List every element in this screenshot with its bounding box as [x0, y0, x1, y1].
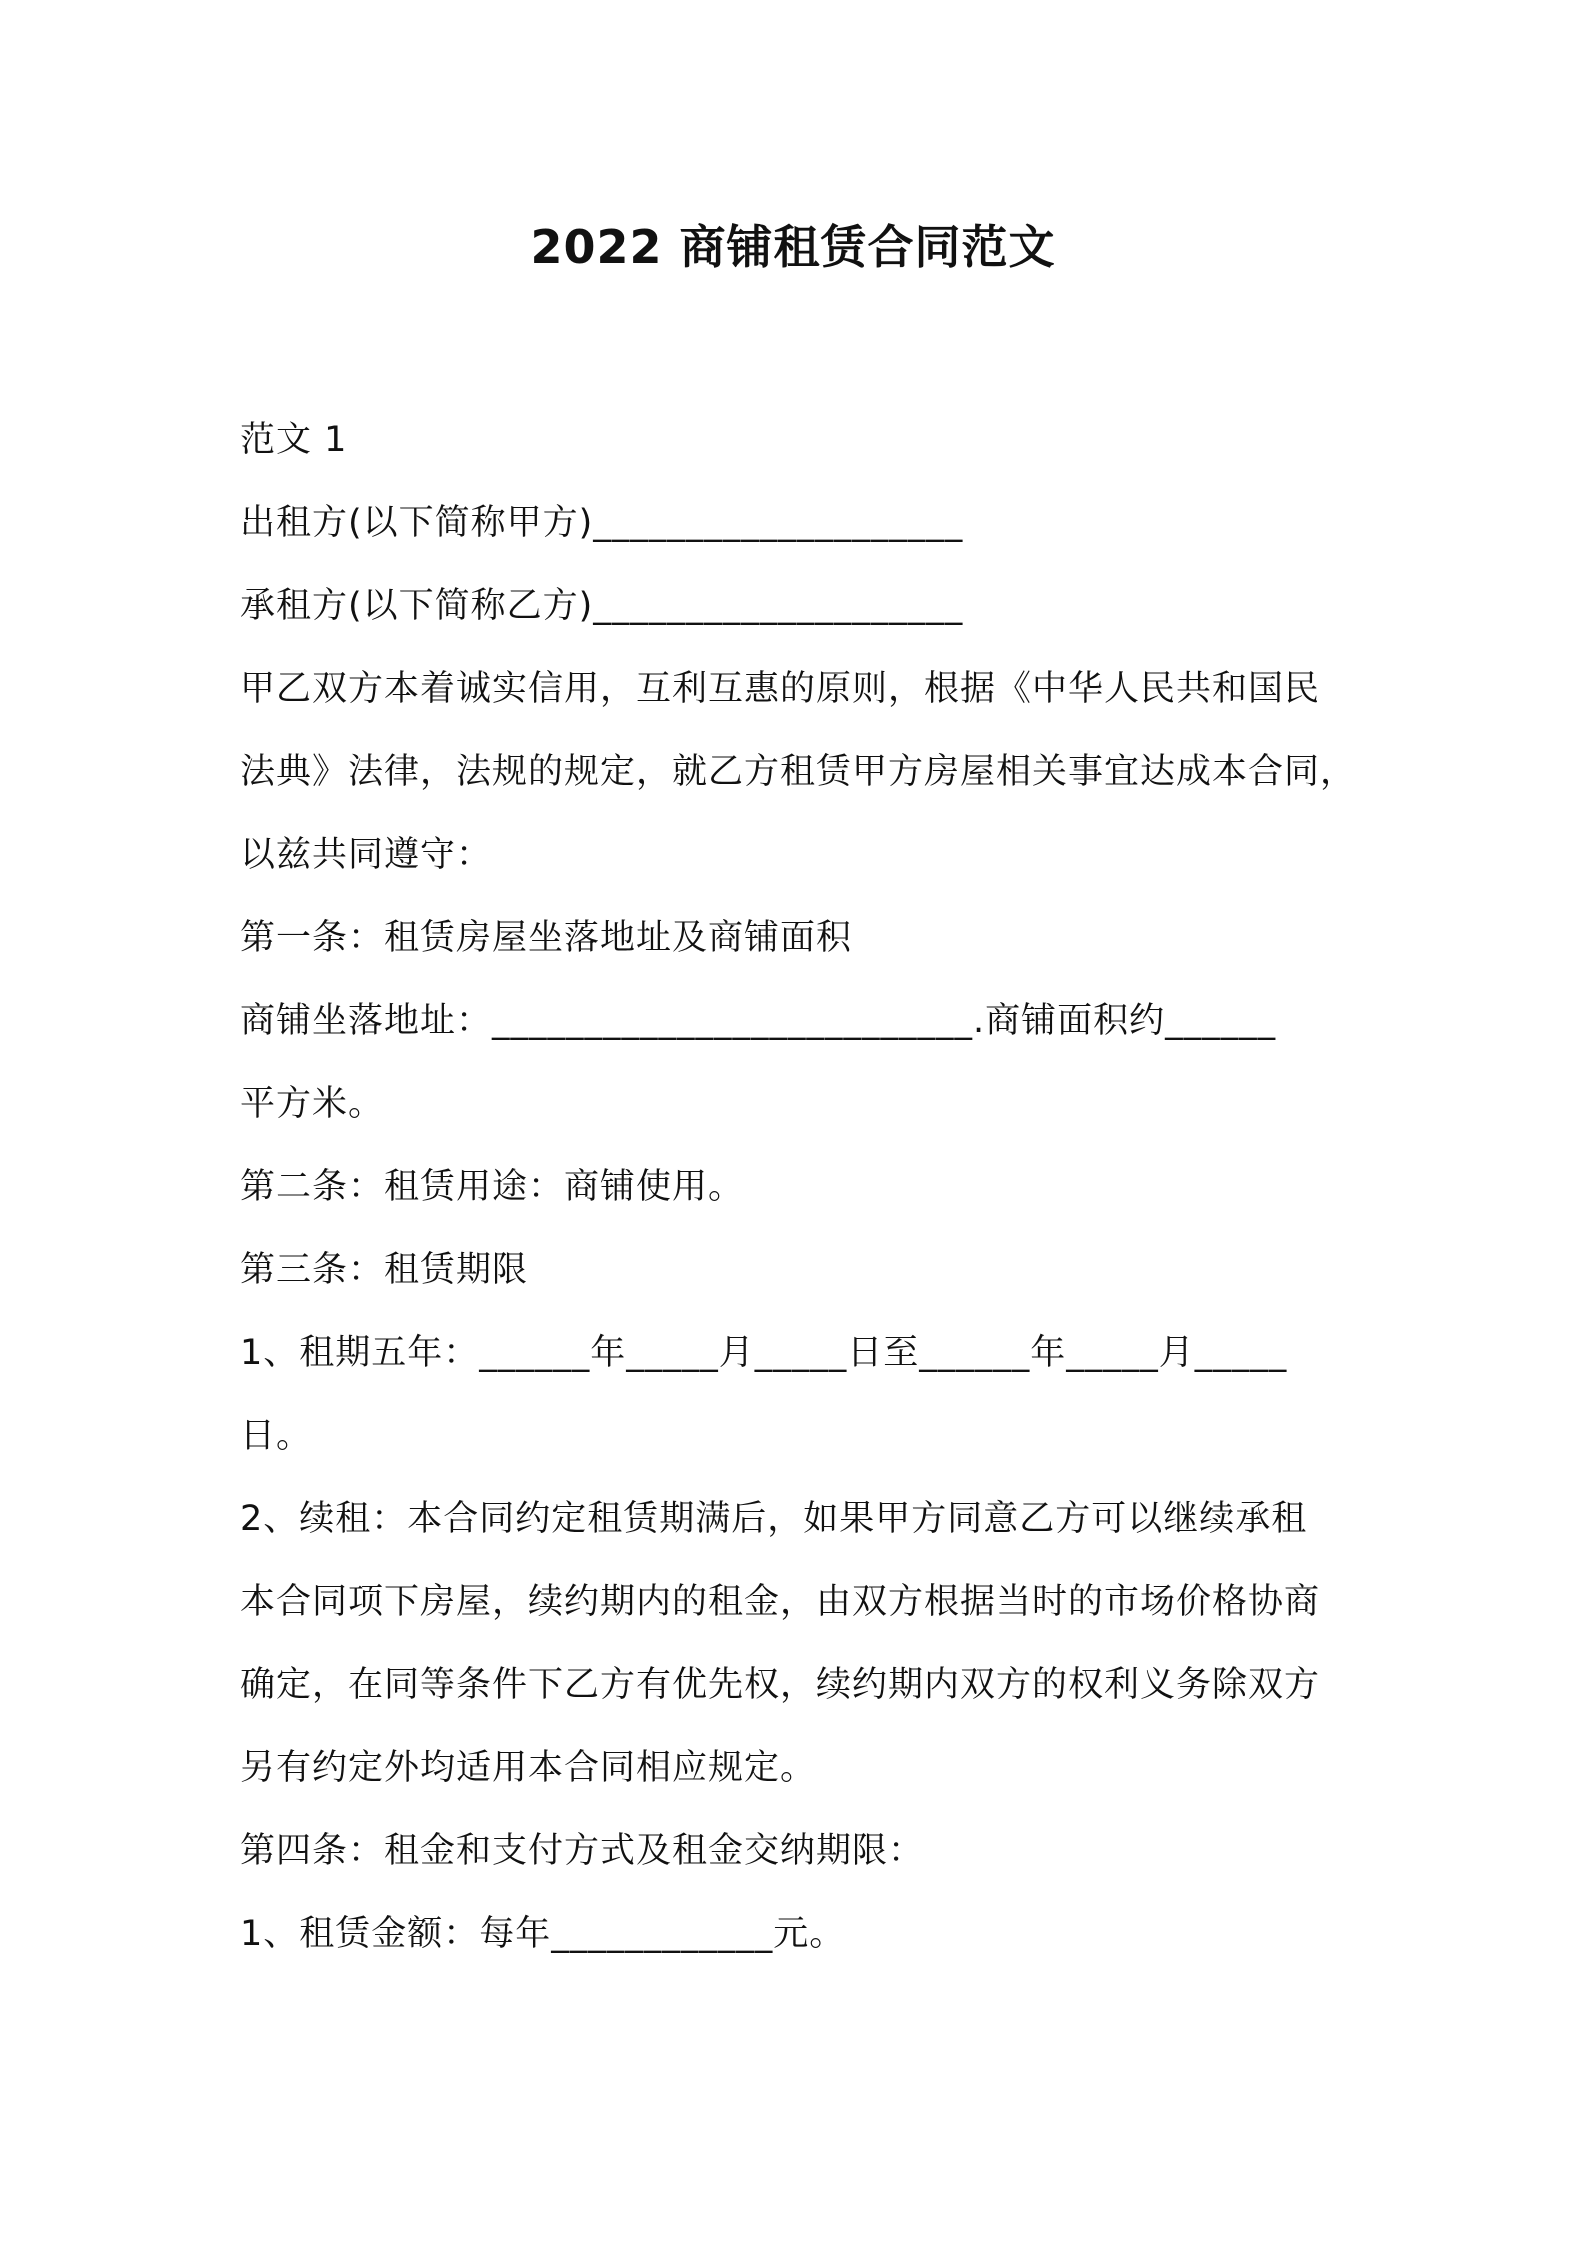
article-1-heading: 第一条：租赁房屋坐落地址及商铺面积: [240, 918, 853, 958]
renewal-line-1: 2、续租：本合同约定租赁期满后，如果甲方同意乙方可以继续承租: [240, 1499, 1308, 1539]
preamble-line-2: 法典》法律，法规的规定，就乙方租赁甲方房屋相关事宜达成本合同，: [240, 752, 1357, 792]
lessor-line: 出租方(以下简称甲方)____________________: [240, 503, 964, 543]
renewal-line-2: 本合同项下房屋，续约期内的租金，由双方根据当时的市场价格协商: [240, 1582, 1321, 1622]
preamble-line-3: 以兹共同遵守：: [240, 835, 493, 875]
lease-term-line: 1、租期五年：______年_____月_____日至______年_____月_____: [240, 1333, 1288, 1373]
preamble-line-1: 甲乙双方本着诚实信用，互利互惠的原则，根据《中华人民共和国民: [240, 669, 1321, 709]
article-2-heading: 第二条：租赁用途：商铺使用。: [240, 1167, 745, 1207]
document-title: 2022 商铺租赁合同范文: [530, 220, 1056, 274]
lease-term-end-line: 日。: [240, 1416, 313, 1456]
renewal-line-4: 另有约定外均适用本合同相应规定。: [240, 1748, 817, 1788]
shop-address-line: 商铺坐落地址：__________________________.商铺面积约______: [240, 1001, 1277, 1041]
shop-area-unit-line: 平方米。: [240, 1084, 385, 1124]
article-3-heading: 第三条：租赁期限: [240, 1250, 529, 1290]
lessee-line: 承租方(以下简称乙方)____________________: [240, 586, 964, 626]
article-4-heading: 第四条：租金和支付方式及租金交纳期限：: [240, 1831, 925, 1871]
rent-amount-line: 1、租赁金额：每年____________元。: [240, 1914, 846, 1954]
renewal-line-3: 确定，在同等条件下乙方有优先权，续约期内双方的权利义务除双方: [240, 1665, 1321, 1705]
section-label: 范文 1: [240, 420, 348, 460]
